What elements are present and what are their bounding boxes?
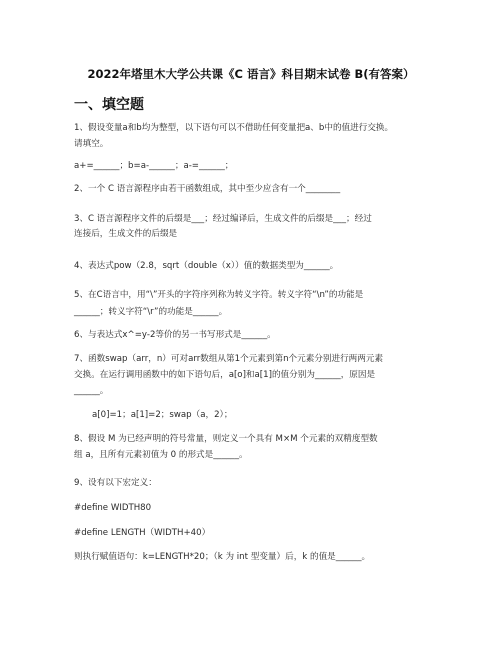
document-title: 2022年塔里木大学公共课《C 语言》科目期末试卷 B(有答案） [87, 67, 415, 81]
question-1-blanks: a+=______；b=a-______；a-=______； [74, 161, 234, 171]
question-7-line-3: ______。 [74, 386, 109, 396]
question-7-code: a[0]=1；a[1]=2；swap（a，2）； [92, 410, 233, 420]
question-4: 4、表达式pow（2.8，sqrt（double（x））值的数据类型为______。 [74, 261, 339, 271]
question-7-line-1: 7、函数swap（arr，n）可对arr数组从第1个元素到第n个元素分别进行两两元素 [74, 354, 384, 364]
question-9-define-length: #define LENGTH（WIDTH+40） [74, 528, 211, 538]
question-6: 6、与表达式x^=y-2等价的另一书写形式是______。 [74, 330, 276, 340]
question-3-line-1: 3、C 语言源程序文件的后缀是___；经过编译后，生成文件的后缀是___；经过 [74, 214, 372, 224]
section-heading-fill-in-blank: 一、填空题 [74, 97, 144, 113]
question-9-intro: 9、设有以下宏定义： [74, 478, 157, 488]
question-9-assignment: 则执行赋值语句：k=LENGTH*20；（k 为 int 型变量）后，k 的值是______。 [74, 552, 371, 562]
question-1-line-1: 1、假设变量a和b均为整型，以下语句可以不借助任何变量把a、b中的值进行交换。 [74, 123, 394, 133]
question-1-line-2: 请填空。 [74, 139, 109, 149]
question-7-line-2: 交换。在运行调用函数中的如下语句后，a[o]和a[1]的值分别为______，原因是 [74, 370, 376, 380]
question-5-line-2: ______；转义字符“\r”的功能是______。 [74, 307, 228, 317]
question-8-line-1: 8、假设 M 为已经声明的符号常量，则定义一个具有 M×M 个元素的双精度型数 [74, 434, 378, 444]
question-8-line-2: 组 a，且所有元素初值为 0 的形式是______。 [74, 450, 248, 460]
question-2: 2、一个 C 语言源程序由若干函数组成，其中至少应含有一个________ [74, 184, 341, 194]
question-3-line-2: 连接后，生成文件的后缀是 [74, 229, 178, 239]
question-9-define-width: #define WIDTH80 [74, 503, 152, 513]
question-5-line-1: 5、在C语言中，用“\”开头的字符序列称为转义字符。转义字符“\n”的功能是 [74, 290, 364, 300]
